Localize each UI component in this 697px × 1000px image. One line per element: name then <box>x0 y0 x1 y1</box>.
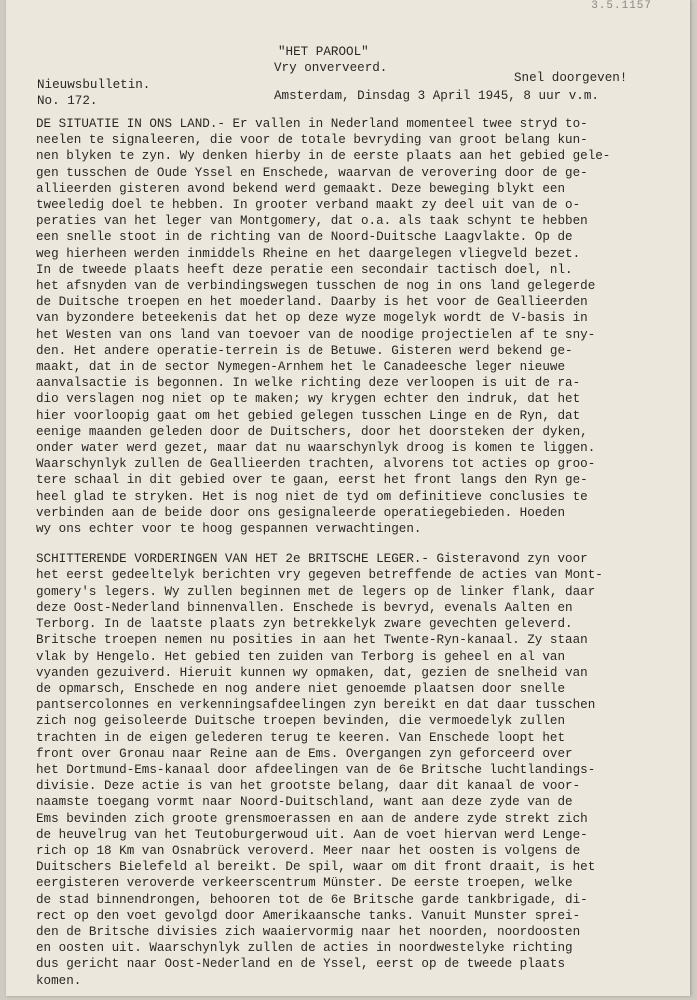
text-line: In de tweede plaats heeft deze peratie een secondair tactisch doel, nl. <box>36 262 573 277</box>
text-line: aanvalsactie is begonnen. In welke richting deze verloopen is uit de ra- <box>36 376 581 391</box>
text-line: gomery's legers. Wy zullen beginnen met de legers op de linker flank, daar <box>36 584 596 599</box>
dateline: Amsterdam, Dinsdag 3 April 1945, 8 uur v.m. <box>274 89 599 103</box>
text-line: rect op den voet gevolgd door Amerikaansche tanks. Vanuit Munster sprei- <box>36 908 581 923</box>
text-line: onder water werd gezet, maar dat nu waarschynlyk droog is komen te liggen. <box>36 441 596 456</box>
text-line: vyanden gezuiverd. Hieruit kunnen wy opmaken, dat, gezien de snelheid van <box>36 665 588 680</box>
text-line: heel glad te stryken. Het is nog niet de tyd om definitieve conclusies te <box>36 489 588 504</box>
text-line: DE SITUATIE IN ONS LAND.- Er vallen in Nederland momenteel twee stryd to- <box>36 117 588 131</box>
text-line: gen tusschen de Oude Yssel en Enschede, waarvan de verovering door de ge- <box>36 165 588 180</box>
text-line: Ems bevinden zich groote grensmoerassen en aan de andere zyde strekt zich <box>36 811 588 826</box>
paragraph-gap <box>36 537 686 551</box>
text-line: de heuvelrug van het Teutoburgerwoud uit. Aan de voet hiervan werd Lenge- <box>36 827 588 842</box>
newspaper-title: "HET PAROOL" <box>278 45 369 59</box>
text-line: divisie. Deze actie is van het grootste belang, daar dit kanaal de voor- <box>36 779 581 794</box>
bulletin-number: No. 172. <box>37 94 98 108</box>
text-line: vlak by Hengelo. Het gebied ten zuiden van Terborg is geheel en al van <box>36 649 566 664</box>
text-line: het eerst gedeeltelyk berichten vry gegeven betreffende de acties van Mont- <box>36 568 603 583</box>
text-line: den de Britsche divisies zich waaiervormig naar het noorden, noordoosten <box>36 924 581 939</box>
text-line: trachten in de eigen gelederen terug te keeren. Van Enschede loopt het <box>36 730 566 745</box>
text-line: de Duitsche troepen en het moederland. Daarby is het voor de Geallieerden <box>36 295 588 310</box>
text-line: Waarschynlyk zullen de Geallieerden trachten, alvorens tot acties op groo- <box>36 457 596 472</box>
text-line: dio verslagen nog niet op te maken; wy krygen echter den indruk, dat het <box>36 392 581 407</box>
text-line: Britsche troepen nemen nu posities in aan het Twente-Ryn-kanaal. Zy staan <box>36 633 588 648</box>
text-line: de opmarsch, Enschede en nog andere niet genoemde plaatsen door snelle <box>36 681 566 696</box>
text-line: een snelle stoot in de richting van de Noord-Duitsche Laagvlakte. Op de <box>36 230 573 245</box>
text-line: eenige maanden geleden door de Duitschers, door het doorsteken der dyken, <box>36 424 588 439</box>
text-line: nen blyken te zyn. Wy denken hierby in de eerste plaats aan het gebied gele- <box>36 149 611 164</box>
text-line: pantsercolonnes en verkenningsafdeelingen zyn bereikt en dat daar tusschen <box>36 698 596 713</box>
paragraph-british-army <box>36 551 686 988</box>
text-line: hier voorloopig gaat om het gebied gelegen tusschen Linge en de Ryn, dat <box>36 408 581 423</box>
text-line: wy ons echter voor te hoog gespannen verwachtingen. <box>36 522 422 537</box>
text-line: den. Het andere operatie-terrein is de Betuwe. Gisteren werd bekend ge- <box>36 343 573 358</box>
archive-stamp: 3.5.1157 <box>591 0 652 12</box>
text-line: Duitschers Bielefeld al bereikt. De spil, waar om dit front draait, is het <box>36 860 596 875</box>
text-line: het Dortmund-Ems-kanaal door afdeelingen van de 6e Britsche luchtlandings- <box>36 762 596 777</box>
text-line: zich nog geisoleerde Duitsche troepen bevinden, die vermoedelyk zullen <box>36 714 566 729</box>
text-line: rich op 18 Km van Osnabrück veroverd. Meer naar het oosten is volgens de <box>36 843 581 858</box>
text-line: peraties van het leger van Montgomery, dat o.a. als taak schynt te hebben <box>36 214 588 229</box>
text-line: naamste toegang vormt naar Noord-Duitschland, want aan deze zyde van de <box>36 795 573 810</box>
text-line: eergisteren veroverde verkeerscentrum Münster. De eerste troepen, welke <box>36 876 573 891</box>
text-line: tere schaal in dit gebied over te gaan, eerst het front langs den Ryn ge- <box>36 473 588 488</box>
text-line: neelen te signaleeren, die voor de totale bevryding van groot belang kun- <box>36 133 588 148</box>
text-line: het Westen van ons land van toevoer van de noodige projectielen af te sny- <box>36 327 596 342</box>
text-line: SCHITTERENDE VORDERINGEN VAN HET 2e BRITSCHE LEGER.- Gisteravond zyn voor <box>36 552 588 567</box>
text-line: het afsnyden van de verbindingswegen tusschen de nog in ons land gelegerde <box>36 279 596 294</box>
paragraph-situation <box>36 116 686 537</box>
text-line: verbinden aan de beide door ons gesignaleerde operatiegebieden. Hoeden <box>36 505 566 520</box>
text-line: deze Oost-Nederland binnenvallen. Enschede is bevryd, evenals Aalten en <box>36 600 573 615</box>
document-page <box>6 0 690 996</box>
text-line: weg hierheen werden inmiddels Rheine en het daargelegen vliegveld bezet. <box>36 246 581 261</box>
text-line: tweeledig doel te hebben. In grooter verband maakt zy deel uit van de o- <box>36 198 581 213</box>
bulletin-body <box>36 116 686 989</box>
text-line: van byzondere beteekenis dat het op deze wyze mogelyk wordt de V-basis in <box>36 311 588 326</box>
urgent-notice: Snel doorgeven! <box>514 71 628 85</box>
text-line: de stad binnendrongen, behooren tot de 6e Britsche garde tankbrigade, di- <box>36 892 588 907</box>
text-line: allieerden gisteren avond bekend werd gemaakt. Deze beweging blykt een <box>36 181 566 196</box>
text-line: Terborg. In de laatste plaats zyn betrekkelyk zware gevechten geleverd. <box>36 617 573 632</box>
text-line: dus gericht naar Oost-Nederland en de Yssel, eerst op de tweede plaats <box>36 957 566 972</box>
bulletin-label: Nieuwsbulletin. <box>37 78 151 92</box>
newspaper-subtitle: Vry onverveerd. <box>274 61 388 75</box>
text-line: front over Gronau naar Reine aan de Ems. Overgangen zyn geforceerd over <box>36 746 573 761</box>
text-line: komen. <box>36 973 82 988</box>
text-line: maakt, dat in de sector Nymegen-Arnhem het le Canadeesche leger nieuwe <box>36 360 566 375</box>
text-line: en oosten uit. Waarschynlyk zullen de acties in noordwestelyke richting <box>36 941 573 956</box>
